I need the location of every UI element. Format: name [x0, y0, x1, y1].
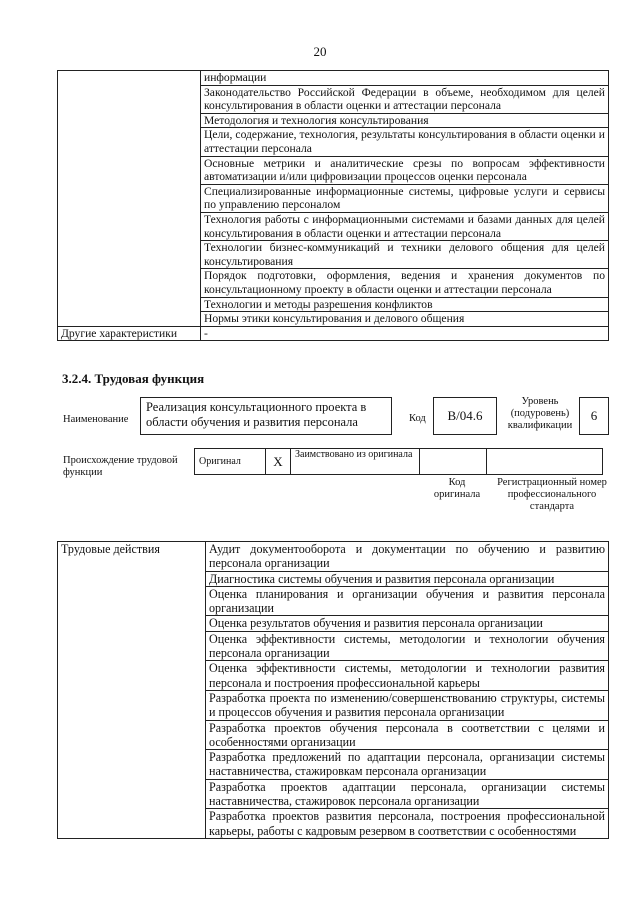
table-cell: Технологии и методы разрешения конфликтов [201, 297, 609, 312]
original-mark: X [266, 449, 291, 475]
function-code-value: B/04.6 [433, 397, 497, 435]
table-cell: Технологии бизнес-коммуникаций и техники делового общения для целей консультирования [201, 241, 609, 269]
table-cell: Методология и технология консультирования [201, 113, 609, 128]
original-code-label: Код оригинала [433, 477, 481, 500]
empty-label-cell [58, 71, 201, 327]
table-cell: Основные метрики и аналитические срезы по вопросам эффективности автоматизации и/или цифровизации процессов оценки персонала [201, 156, 609, 184]
original-code-cell [420, 449, 487, 475]
table-cell: Специализированные информационные системы, цифровые услуги и сервисы по управлению персоналом [201, 184, 609, 212]
table-row [58, 71, 609, 86]
labor-actions-table [57, 541, 609, 839]
page-number: 20 [313, 44, 327, 59]
table-cell: Разработка проекта по изменению/совершенствованию структуры, системы и процессов обучения и развития персонала организации [206, 690, 609, 720]
table-row [58, 542, 609, 572]
table-cell: Разработка проектов обучения персонала в соответствии с целями и особенностями организации [206, 720, 609, 750]
other-characteristics-value: - [201, 326, 609, 341]
table-cell: Оценка эффективности системы, методологии и технологии развития персонала и построения профессиональной карьеры [206, 661, 609, 691]
level-value: 6 [579, 397, 609, 435]
origin-label: Происхождение трудовой функции [63, 455, 178, 478]
table-cell: Нормы этики консультирования и делового общения [201, 312, 609, 327]
code-label: Код [409, 413, 426, 424]
table-cell: информации [201, 71, 609, 86]
name-label: Наименование [63, 414, 129, 425]
borrowed-label: Заимствовано из оригинала [291, 449, 420, 475]
table-cell: Разработка предложений по адаптации персонала, организации системы наставничества, стажировкам персонала организации [206, 750, 609, 780]
table-row [58, 326, 609, 341]
other-characteristics-label: Другие характеристики [58, 326, 201, 341]
knowledge-table [57, 70, 609, 341]
table-cell: Разработка проектов адаптации персонала, организации системы наставничества, стажировок персонала организации [206, 779, 609, 809]
table-cell: Цели, содержание, технология, результаты консультирования в области оценки и аттестации персонала [201, 128, 609, 156]
reg-number-label: Регистрационный номер профессионального стандарта [497, 477, 607, 512]
origin-table [194, 448, 603, 475]
function-name-value: Реализация консультационного проекта в области обучения и развития персонала [140, 397, 392, 435]
table-cell: Диагностика системы обучения и развития персонала организации [206, 571, 609, 586]
table-cell: Оценка результатов обучения и развития персонала организации [206, 616, 609, 631]
labor-actions-label: Трудовые действия [58, 542, 206, 839]
original-label: Оригинал [195, 449, 266, 475]
table-cell: Технология работы с информационными системами и базами данных для целей консультирования в области оценки и аттестации персонала [201, 212, 609, 240]
table-cell: Законодательство Российской Федерации в объеме, необходимом для целей консультирования в области оценки и аттестации персонала [201, 85, 609, 113]
section-title: 3.2.4. Трудовая функция [62, 371, 205, 386]
table-cell: Порядок подготовки, оформления, ведения и хранения документов по консультационному проекту в области оценки и аттестации персонала [201, 269, 609, 297]
reg-number-cell [487, 449, 603, 475]
table-cell: Аудит документооборота и документации по обучению и развитию персонала организации [206, 542, 609, 572]
table-cell: Разработка проектов развития персонала, построения профессиональной карьеры, работы с кадровым резервом в соответствии с особенностями [206, 809, 609, 839]
table-cell: Оценка планирования и организации обучения и развития персонала организации [206, 586, 609, 616]
table-cell: Оценка эффективности системы, методологии и технологии обучения персонала организации [206, 631, 609, 661]
level-label: Уровень (подуровень) квалификации [507, 396, 573, 431]
